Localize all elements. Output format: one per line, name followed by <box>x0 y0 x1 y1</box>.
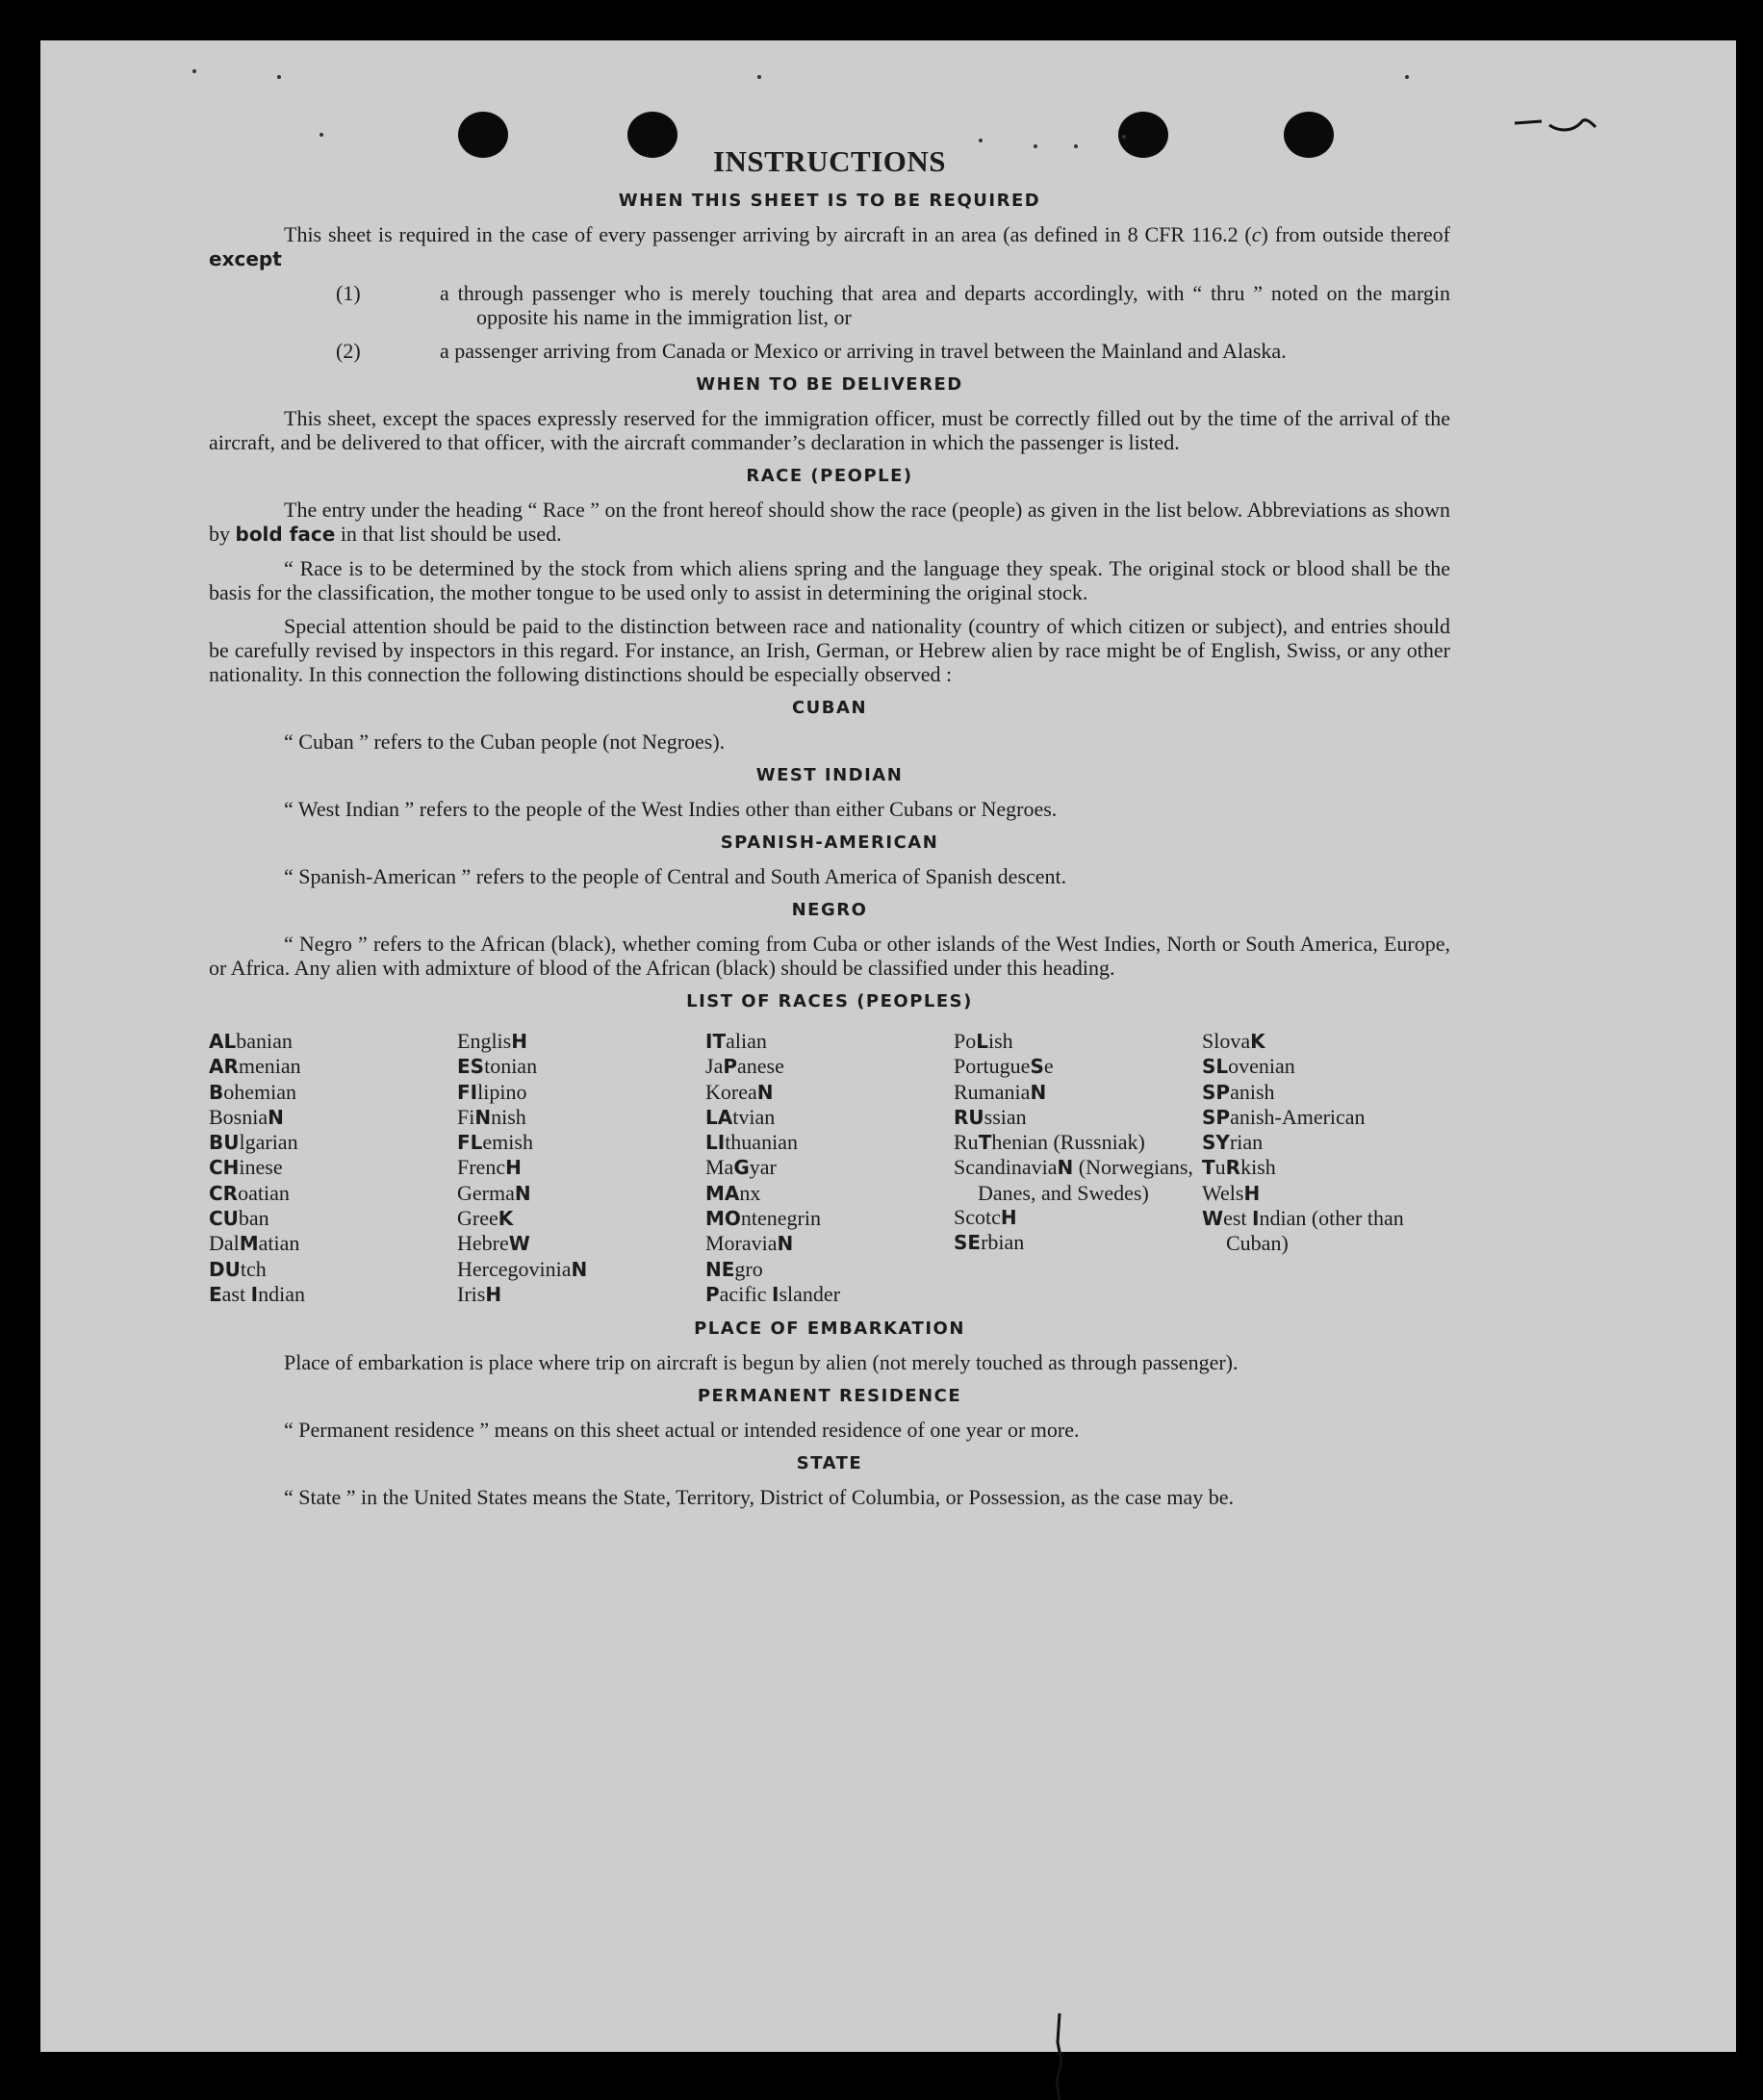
race-entry: CUban <box>209 1206 269 1231</box>
race-entry: Bohemian <box>209 1079 297 1104</box>
heading-when-required: WHEN THIS SHEET IS TO BE REQUIRED <box>618 191 1041 211</box>
page-title: INSTRUCTIONS <box>712 144 946 178</box>
race-entry: CHinese <box>209 1155 283 1180</box>
race-entry: ScandinaviaN (Norwegians, Danes, and Swedes) <box>954 1155 1193 1205</box>
race-p1-pre: The entry under the heading “ Race ” on the front hereof should show the race (people) as given in the list below. Abbreviations as shown by <box>209 498 1450 546</box>
speck <box>979 139 983 142</box>
required-intro: This sheet is required in the case of every passenger arriving by aircraft in an area (as defined in 8 CFR 116.2 ( <box>284 222 1252 246</box>
race-p1-bold: bold face <box>235 523 336 546</box>
heading-race: RACE (PEOPLE) <box>746 466 913 486</box>
race-entry: GreeK <box>457 1206 514 1231</box>
heading-list-of-races: LIST OF RACES (PEOPLES) <box>686 991 973 1012</box>
race-entry: BosniaN <box>209 1104 284 1129</box>
exception-item-2 <box>209 339 1450 363</box>
race-entry: IrisH <box>457 1281 502 1306</box>
race-entry: SErbian <box>954 1230 1025 1255</box>
race-entry: SPanish <box>1202 1079 1275 1104</box>
race-entry: EnglisH <box>457 1029 527 1053</box>
speck <box>1122 135 1126 139</box>
race-entry: MOntenegrin <box>705 1206 821 1231</box>
race-column <box>1202 1029 1450 1307</box>
race-entry: CRoatian <box>209 1180 290 1205</box>
speck <box>1405 75 1409 79</box>
required-paragraph <box>209 222 1450 271</box>
exception-item-1 <box>209 281 1450 329</box>
race-entry: ITalian <box>705 1029 767 1053</box>
race-entry: RuThenian (Russniak) <box>954 1130 1145 1155</box>
state-paragraph: “ State ” in the United States means the State, Territory, District of Columbia, or Possession, as the case may be. <box>284 1485 1235 1510</box>
race-entry: West Indian (other than Cuban) <box>1202 1206 1404 1256</box>
negro-paragraph: “ Negro ” refers to the African (black), whether coming from Cuba or other islands of the West Indies, North or South America, Europe, or Africa. Any alien with admixture of blood of the African (black) should be classified under this heading. <box>209 932 1450 980</box>
race-entry: LAtvian <box>705 1104 776 1129</box>
cuban-paragraph: “ Cuban ” refers to the Cuban people (not Negroes). <box>284 730 726 754</box>
delivered-paragraph: This sheet, except the spaces expressly reserved for the immigration officer, must be correctly filled out by the time of the arrival of the aircraft, and be delivered to that officer, with the aircraft commander’s declaration in which the passenger is listed. <box>209 406 1450 454</box>
race-entry: MoraviaN <box>705 1231 794 1256</box>
races-list <box>209 1029 1450 1307</box>
race-entry: ScotcH <box>954 1205 1017 1230</box>
race-entry: EStonian <box>457 1054 538 1079</box>
heading-when-delivered: WHEN TO BE DELIVERED <box>696 374 963 395</box>
race-column <box>954 1029 1202 1307</box>
exception-number: (1) <box>336 281 361 305</box>
race-entry: FrencH <box>457 1155 522 1180</box>
race-entry: East Indian <box>209 1281 305 1306</box>
heading-spanish-american: SPANISH-AMERICAN <box>720 832 939 853</box>
west-indian-paragraph: “ West Indian ” refers to the people of the West Indies other than either Cubans or Negroes. <box>284 797 1058 821</box>
race-entry: HebreW <box>457 1231 530 1256</box>
race-entry: JaPanese <box>705 1054 784 1079</box>
race-entry: Pacific Islander <box>705 1281 841 1306</box>
race-entry: PoLish <box>954 1029 1013 1053</box>
race-entry: PortugueSe <box>954 1054 1054 1079</box>
race-entry: SLovenian <box>1202 1054 1295 1079</box>
race-entry: ARmenian <box>209 1054 301 1079</box>
race-entry: SlovaK <box>1202 1029 1265 1053</box>
race-entry: TuRkish <box>1202 1155 1276 1180</box>
race-entry: SYrian <box>1202 1130 1264 1155</box>
race-entry: KoreaN <box>705 1079 774 1104</box>
speck <box>757 75 761 79</box>
race-entry: NEgro <box>705 1256 763 1281</box>
exception-text: a passenger arriving from Canada or Mexico or arriving in travel between the Mainland and Alaska. <box>440 339 1287 363</box>
speck <box>319 133 323 137</box>
race-entry: FIlipino <box>457 1079 527 1104</box>
race-paragraph-1 <box>209 498 1450 547</box>
heading-negro: NEGRO <box>791 900 868 920</box>
pencil-mark <box>1513 115 1599 137</box>
speck <box>192 69 196 73</box>
race-entry: HercegoviniaN <box>457 1256 588 1281</box>
race-entry: RUssian <box>954 1104 1027 1129</box>
required-except: except <box>209 247 282 270</box>
race-entry: ALbanian <box>209 1029 293 1053</box>
heading-permanent-residence: PERMANENT RESIDENCE <box>697 1386 962 1407</box>
required-intro-c: c <box>1251 222 1262 246</box>
race-entry: FLemish <box>457 1130 533 1155</box>
race-entry: BUlgarian <box>209 1130 298 1155</box>
heading-cuban: CUBAN <box>791 698 868 718</box>
race-paragraph-2: “ Race is to be determined by the stock from which aliens spring and the language they speak. The original stock or blood shall be the basis for the classification, the mother tongue to be used only to assist in determining the original stock. <box>209 556 1450 604</box>
race-entry: FiNnish <box>457 1104 526 1129</box>
race-entry: GermaN <box>457 1180 531 1205</box>
spanish-american-paragraph: “ Spanish-American ” refers to the people of Central and South America of Spanish descent. <box>284 864 1067 888</box>
paper-tear <box>1053 2013 1066 2100</box>
heading-state: STATE <box>796 1453 863 1474</box>
race-entry: DalMatian <box>209 1231 300 1256</box>
race-entry: DUtch <box>209 1256 267 1281</box>
race-paragraph-3: Special attention should be paid to the distinction between race and nationality (country of which citizen or subject), and entries should be carefully revised by inspectors in this regard. For instance, an Irish, German, or Hebrew alien by race might be of English, Swiss, or any other nationality. In this connection the following distinctions should be especially observed : <box>209 614 1450 686</box>
race-column <box>457 1029 705 1307</box>
residence-paragraph: “ Permanent residence ” means on this sheet actual or intended residence of one year or more. <box>284 1418 1080 1443</box>
embarkation-paragraph: Place of embarkation is place where trip on aircraft is begun by alien (not merely touched as through passenger). <box>284 1350 1239 1375</box>
race-p1-post: in that list should be used. <box>335 522 562 546</box>
race-entry: MAnx <box>705 1180 761 1205</box>
heading-west-indian: WEST INDIAN <box>755 765 904 785</box>
race-column <box>705 1029 954 1307</box>
race-entry: LIthuanian <box>705 1130 798 1155</box>
race-entry: RumaniaN <box>954 1079 1047 1104</box>
race-entry: MaGyar <box>705 1155 777 1180</box>
required-intro-post: ) from outside thereof <box>1261 222 1451 246</box>
heading-embarkation: PLACE OF EMBARKATION <box>694 1319 965 1340</box>
race-column <box>209 1029 457 1307</box>
exception-text: a through passenger who is merely touching that area and departs accordingly, with “ thru ” noted on the margin opposite his name in the immigration list, or <box>440 281 1450 329</box>
speck <box>277 75 281 79</box>
instructions-content <box>209 144 1450 1519</box>
exception-number: (2) <box>336 339 361 363</box>
race-entry: WelsH <box>1202 1180 1261 1205</box>
race-entry: SPanish-American <box>1202 1104 1366 1129</box>
